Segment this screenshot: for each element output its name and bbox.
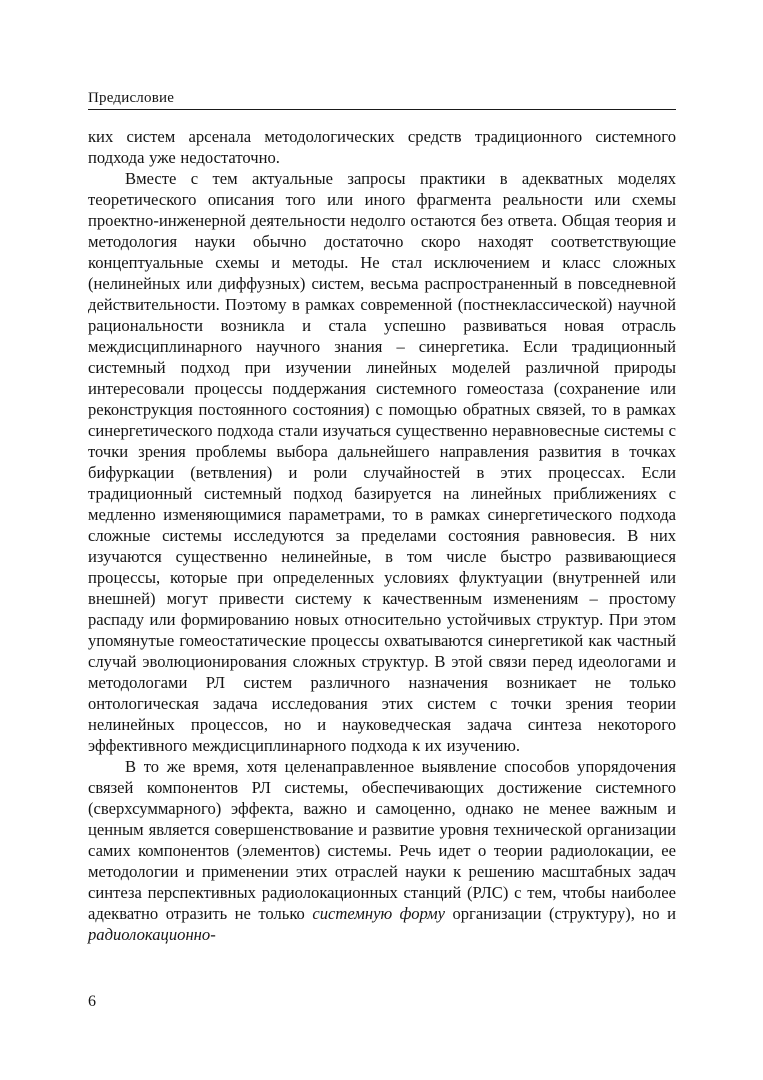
- page-header: [88, 90, 676, 110]
- header-rule: [88, 109, 676, 110]
- paragraph: [88, 126, 676, 168]
- running-head: Предисловие: [88, 90, 175, 106]
- body-text: [88, 126, 676, 945]
- page-footer: [88, 993, 96, 1011]
- paragraph: [88, 168, 676, 756]
- text-segment: В то же время, хотя целенаправленное выявление способов упорядочения связей компонентов РЛ системы, обеспечивающих достижение системного (сверхсуммарного) эффекта, важно и самоценно, однако не менее важным и ценным является совершенствование и развитие уровня технической организации самих компонентов (элементов) системы. Речь идет о теории радиолокации, ее методологии и применении этих отраслей науки к решению масштабных задач синтеза перспективных радиолокационных станций (РЛС) с тем, чтобы наиболее адекватно отразить не только: [88, 757, 676, 923]
- emphasized-text: радиолокационно-: [88, 925, 216, 944]
- text-segment: ких систем арсенала методологических средств традиционного системного подхода уже недостаточно.: [88, 127, 676, 167]
- paragraph: [88, 756, 676, 945]
- emphasized-text: системную форму: [312, 904, 445, 923]
- page-number: 6: [88, 993, 96, 1010]
- text-segment: организации (структуру), но и: [444, 904, 676, 923]
- text-segment: Вместе с тем актуальные запросы практики в адекватных моделях теоретического описания того или иного фрагмента реальности или схемы проектно-инженерной деятельности недолго остаются без ответа. Общая теория и методология науки обычно достаточно скоро находят соответствующие концептуальные схемы и методы. Не стал исключением и класс сложных (нелинейных или диффузных) систем, весьма распространенный в повседневной действительности. Поэтому в рамках современной (постнеклассической) научной рациональности возникла и стала успешно развиваться новая отрасль междисциплинарного научного знания – синергетика. Если традиционный системный подход при изучении линейных моделей различной природы интересовали процессы поддержания системного гомеостаза (сохранение или реконструкция постоянного состояния) с помощью обратных связей, то в рамках синергетического подхода стали изучаться существенно неравновесные системы с точки зрения проблемы выбора дальнейшего направления развития в точках бифуркации (ветвления) и роли случайностей в этих процессах. Если традиционный системный подход базируется на линейных приближениях с медленно изменяющимися параметрами, то в рамках синергетического подхода сложные системы исследуются за пределами состояния равновесия. В них изучаются существенно нелинейные, в том числе быстро развивающиеся процессы, которые при определенных условиях флуктуации (внутренней или внешней) могут привести систему к качественным изменениям – простому распаду или формированию новых относительно устойчивых структур. При этом упомянутые гомеостатические процессы охватываются синергетикой как частный случай эволюционирования сложных структур. В этой связи перед идеологами и методологами РЛ систем различного назначения возникает не только онтологическая задача исследования этих систем с точки зрения теории нелинейных процессов, но и науковедческая задача синтеза некоторого эффективного междисциплинарного подхода к их изучению.: [88, 169, 676, 755]
